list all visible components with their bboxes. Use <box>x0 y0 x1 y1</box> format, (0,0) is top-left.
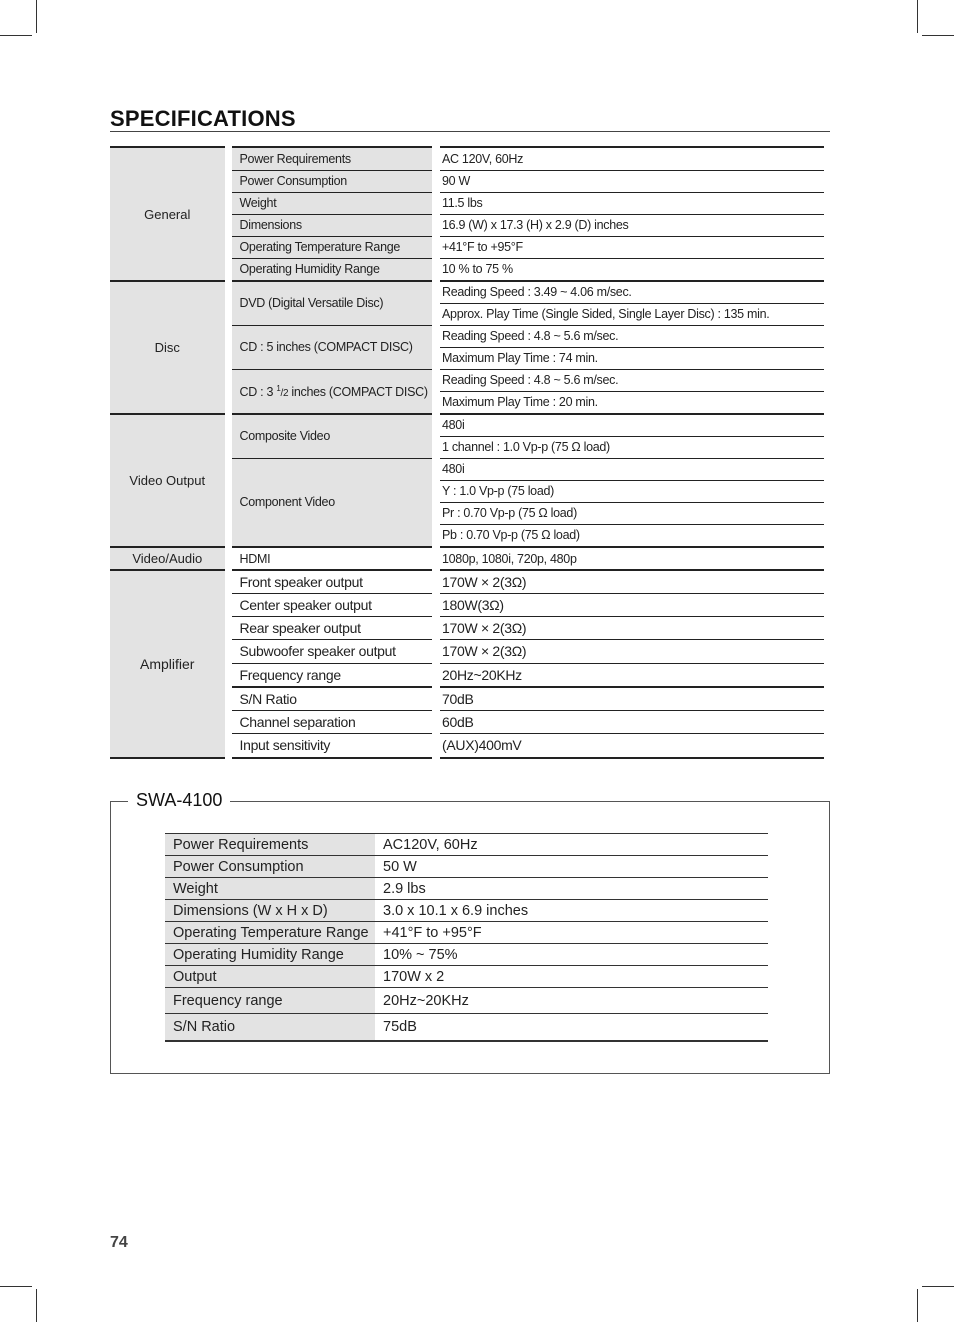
spec-label: Dimensions <box>228 214 436 236</box>
spec-label: Composite Video <box>228 414 436 458</box>
table-row <box>165 878 768 900</box>
spec-label: CD : 5 inches (COMPACT DISC) <box>228 325 436 369</box>
spec-label: Rear speaker output <box>228 616 436 639</box>
spec-value: 170W × 2(3Ω) <box>436 570 824 593</box>
spec-label: Channel separation <box>228 710 436 733</box>
spec-label: S/N Ratio <box>228 687 436 710</box>
spec-value: 480i <box>436 458 824 480</box>
spec-value: 10% ~ 75% <box>375 944 768 966</box>
spec-value: 1 channel : 1.0 Vp-p (75 Ω load) <box>436 436 824 458</box>
specifications-table <box>110 146 824 759</box>
group-label-video-output: Video Output <box>110 414 228 547</box>
crop-mark <box>0 35 32 36</box>
page-title: SPECIFICATIONS <box>110 106 296 131</box>
spec-label: Operating Temperature Range <box>228 236 436 258</box>
spec-label: DVD (Digital Versatile Disc) <box>228 281 436 325</box>
spec-value: 480i <box>436 414 824 436</box>
label-sub: /2 <box>280 387 289 399</box>
spec-value: 20Hz~20KHz <box>436 663 824 687</box>
spec-value: +41°F to +95°F <box>436 236 824 258</box>
spec-value: Maximum Play Time : 20 min. <box>436 391 824 414</box>
spec-label: Power Consumption <box>228 170 436 192</box>
group-label-amplifier: Amplifier <box>110 570 228 758</box>
spec-value: Reading Speed : 3.49 ~ 4.06 m/sec. <box>436 281 824 303</box>
spec-value: 10 % to 75 % <box>436 258 824 281</box>
swa-title: SWA-4100 <box>128 790 230 811</box>
spec-label: Power Requirements <box>228 147 436 170</box>
spec-label: S/N Ratio <box>165 1014 375 1041</box>
spec-label: Output <box>165 966 375 988</box>
spec-value: 20Hz~20KHz <box>375 988 768 1014</box>
table-row <box>165 922 768 944</box>
table-row <box>165 1014 768 1041</box>
spec-value: 170W x 2 <box>375 966 768 988</box>
table-row <box>110 147 824 170</box>
spec-value: 11.5 lbs <box>436 192 824 214</box>
table-row <box>110 547 824 570</box>
crop-mark <box>36 1289 37 1322</box>
spec-label: Weight <box>165 878 375 900</box>
crop-mark <box>922 1286 954 1287</box>
spec-label: Center speaker output <box>228 593 436 616</box>
label-prefix: CD : 3 <box>239 384 277 399</box>
spec-value: 170W × 2(3Ω) <box>436 616 824 639</box>
crop-mark <box>922 35 954 36</box>
spec-label: Power Requirements <box>165 834 375 856</box>
group-label-disc: Disc <box>110 281 228 414</box>
crop-mark <box>36 0 37 33</box>
table-row <box>165 856 768 878</box>
spec-value: Reading Speed : 4.8 ~ 5.6 m/sec. <box>436 325 824 347</box>
spec-value: 170W × 2(3Ω) <box>436 639 824 663</box>
spec-value: Approx. Play Time (Single Sided, Single Layer Disc) : 135 min. <box>436 303 824 325</box>
spec-label: Component Video <box>228 458 436 547</box>
spec-label: Subwoofer speaker output <box>228 639 436 663</box>
table-row <box>110 281 824 303</box>
spec-value: AC 120V, 60Hz <box>436 147 824 170</box>
spec-value: Pb : 0.70 Vp-p (75 Ω load) <box>436 524 824 547</box>
spec-value: (AUX)400mV <box>436 733 824 758</box>
table-row <box>165 834 768 856</box>
crop-mark <box>917 1289 918 1322</box>
spec-label: Frequency range <box>228 663 436 687</box>
spec-value: 3.0 x 10.1 x 6.9 inches <box>375 900 768 922</box>
spec-label: Frequency range <box>165 988 375 1014</box>
spec-label: Operating Humidity Range <box>228 258 436 281</box>
spec-value: 2.9 lbs <box>375 878 768 900</box>
label-sup: 1 <box>276 383 281 393</box>
spec-value: 50 W <box>375 856 768 878</box>
label-suffix: inches (COMPACT DISC) <box>288 384 428 399</box>
spec-label: Input sensitivity <box>228 733 436 758</box>
crop-mark <box>0 1286 32 1287</box>
table-row <box>165 944 768 966</box>
spec-value: Reading Speed : 4.8 ~ 5.6 m/sec. <box>436 369 824 391</box>
group-label-general: General <box>110 147 228 281</box>
spec-value: 70dB <box>436 687 824 710</box>
table-row <box>165 966 768 988</box>
crop-mark <box>917 0 918 33</box>
spec-value: 16.9 (W) x 17.3 (H) x 2.9 (D) inches <box>436 214 824 236</box>
spec-label: HDMI <box>228 547 436 570</box>
spec-value: 75dB <box>375 1014 768 1041</box>
spec-label: Weight <box>228 192 436 214</box>
spec-label <box>228 369 436 414</box>
title-rule <box>110 131 830 132</box>
table-row <box>110 414 824 436</box>
spec-label: Dimensions (W x H x D) <box>165 900 375 922</box>
table-row <box>165 900 768 922</box>
spec-value: 60dB <box>436 710 824 733</box>
spec-label: Power Consumption <box>165 856 375 878</box>
page-number: 74 <box>110 1234 128 1251</box>
spec-value: Y : 1.0 Vp-p (75 load) <box>436 480 824 502</box>
spec-label: Operating Humidity Range <box>165 944 375 966</box>
table-row <box>165 988 768 1014</box>
table-row <box>110 570 824 593</box>
spec-value: +41°F to +95°F <box>375 922 768 944</box>
spec-label: Operating Temperature Range <box>165 922 375 944</box>
spec-value: 1080p, 1080i, 720p, 480p <box>436 547 824 570</box>
spec-value: Maximum Play Time : 74 min. <box>436 347 824 369</box>
spec-value: 180W(3Ω) <box>436 593 824 616</box>
spec-value: Pr : 0.70 Vp-p (75 Ω load) <box>436 502 824 524</box>
spec-value: 90 W <box>436 170 824 192</box>
group-label-video-audio: Video/Audio <box>110 547 228 570</box>
swa-spec-table <box>165 833 768 1042</box>
spec-value: AC120V, 60Hz <box>375 834 768 856</box>
spec-label: Front speaker output <box>228 570 436 593</box>
